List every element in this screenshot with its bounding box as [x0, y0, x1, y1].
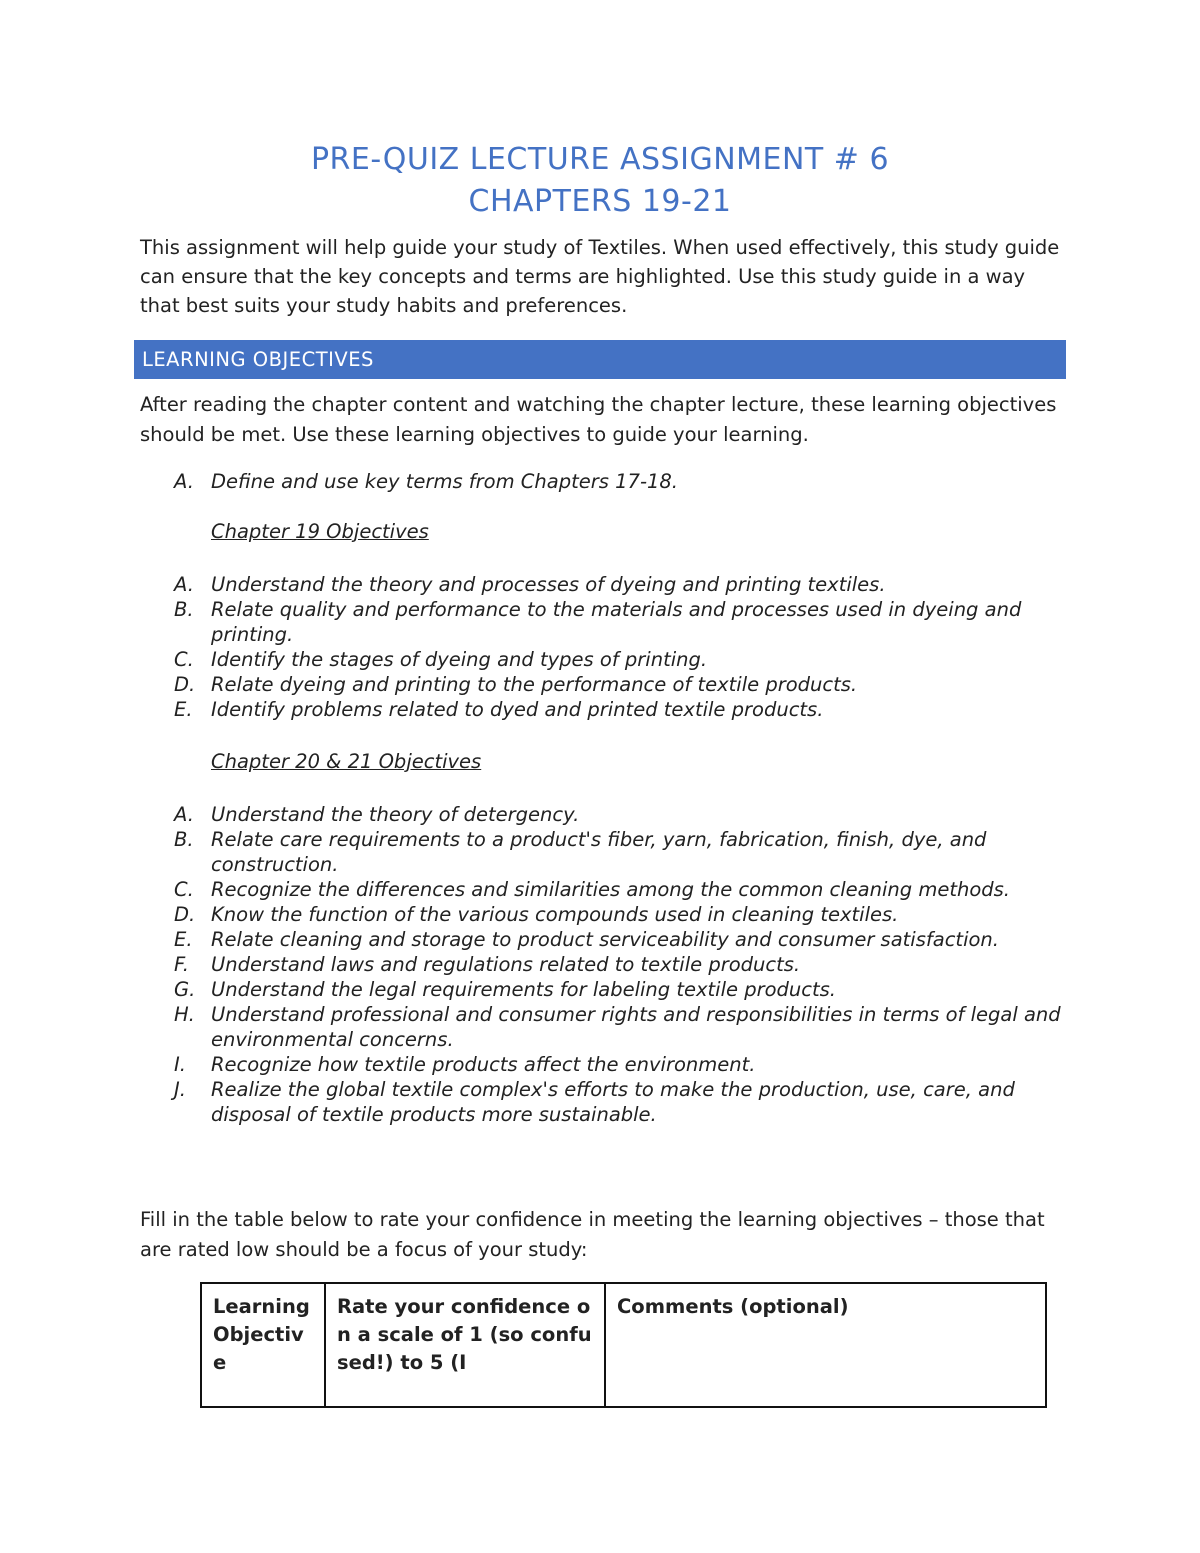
list-marker: F.	[174, 953, 189, 976]
list-marker: D.	[174, 903, 196, 926]
list-item	[174, 902, 1064, 927]
list-item	[174, 802, 1064, 827]
page-subtitle: CHAPTERS 19-21	[468, 184, 732, 219]
list-item-text: Define and use key terms from Chapters 17-18.	[211, 470, 678, 493]
chapter20-21-heading: Chapter 20 & 21 Objectives	[211, 750, 482, 773]
list-item	[174, 1077, 1064, 1127]
list-item	[174, 1002, 1064, 1052]
list-marker: E.	[174, 928, 193, 951]
list-item-text: Relate quality and performance to the materials and processes used in dyeing and printing.	[211, 598, 1022, 646]
chapter19-objectives-list	[174, 572, 1064, 722]
list-marker: B.	[174, 598, 194, 621]
list-marker: J.	[174, 1078, 186, 1101]
list-marker: G.	[174, 978, 196, 1001]
objectives-intro-paragraph: After reading the chapter content and watching the chapter lecture, these learning objectives should be met. Use these learning objectives to guide your learning.	[140, 393, 1057, 446]
column-header-rating: Rate your confidence on a scale of 1 (so confused!) to 5 (I	[325, 1283, 605, 1407]
list-item	[174, 647, 1064, 672]
list-item	[174, 827, 1064, 877]
list-item	[174, 977, 1064, 1002]
list-item-text: Relate care requirements to a product's fiber, yarn, fabrication, finish, dye, and construction.	[211, 828, 987, 876]
list-item-text: Relate dyeing and printing to the performance of textile products.	[211, 673, 858, 696]
list-marker: E.	[174, 698, 193, 721]
list-marker: H.	[174, 1003, 195, 1026]
list-item	[174, 927, 1064, 952]
list-item-text: Recognize how textile products affect the environment.	[211, 1053, 756, 1076]
list-item	[174, 877, 1064, 902]
table-header-row	[201, 1283, 1046, 1407]
list-marker: C.	[174, 878, 194, 901]
chapter19-heading: Chapter 19 Objectives	[211, 520, 429, 543]
list-item	[174, 672, 1064, 697]
confidence-table	[200, 1282, 1047, 1408]
list-item	[174, 952, 1064, 977]
list-item-text: Understand professional and consumer rights and responsibilities in terms of legal and environmental concerns.	[211, 1003, 1061, 1051]
general-objectives-list	[174, 469, 1064, 494]
list-marker: C.	[174, 648, 194, 671]
list-item-text: Know the function of the various compounds used in cleaning textiles.	[211, 903, 899, 926]
list-item-text: Understand the theory of detergency.	[211, 803, 580, 826]
list-item-text: Identify the stages of dyeing and types of printing.	[211, 648, 708, 671]
list-marker: B.	[174, 828, 194, 851]
list-item	[174, 697, 1064, 722]
list-item	[174, 572, 1064, 597]
chapter20-21-objectives-list	[174, 802, 1064, 1127]
list-marker: I.	[174, 1053, 186, 1076]
list-item-text: Realize the global textile complex's efforts to make the production, use, care, and disposal of textile products more sustainable.	[211, 1078, 1015, 1126]
list-marker: A.	[174, 573, 194, 596]
list-item	[174, 1052, 1064, 1077]
list-item	[174, 469, 1064, 494]
list-marker: D.	[174, 673, 196, 696]
intro-paragraph: This assignment will help guide your study of Textiles. When used effectively, this study guide can ensure that the key concepts and terms are highlighted. Use this study guide in a way that best suits your study habits and preferences.	[140, 236, 1060, 317]
list-item-text: Relate cleaning and storage to product serviceability and consumer satisfaction.	[211, 928, 999, 951]
page-title: PRE-QUIZ LECTURE ASSIGNMENT # 6	[310, 142, 890, 177]
column-header-objective: Learning Objective	[201, 1283, 325, 1407]
column-header-comments: Comments (optional)	[605, 1283, 1046, 1407]
list-marker: A.	[174, 470, 194, 493]
list-item-text: Understand laws and regulations related to textile products.	[211, 953, 801, 976]
section-banner: LEARNING OBJECTIVES	[134, 340, 1066, 379]
list-item-text: Understand the theory and processes of dyeing and printing textiles.	[211, 573, 886, 596]
rating-instructions: Fill in the table below to rate your confidence in meeting the learning objectives – those that are rated low should be a focus of your study:	[140, 1208, 1045, 1261]
list-item-text: Recognize the differences and similarities among the common cleaning methods.	[211, 878, 1010, 901]
list-item	[174, 597, 1064, 647]
list-item-text: Identify problems related to dyed and printed textile products.	[211, 698, 824, 721]
list-marker: A.	[174, 803, 194, 826]
list-item-text: Understand the legal requirements for labeling textile products.	[211, 978, 836, 1001]
